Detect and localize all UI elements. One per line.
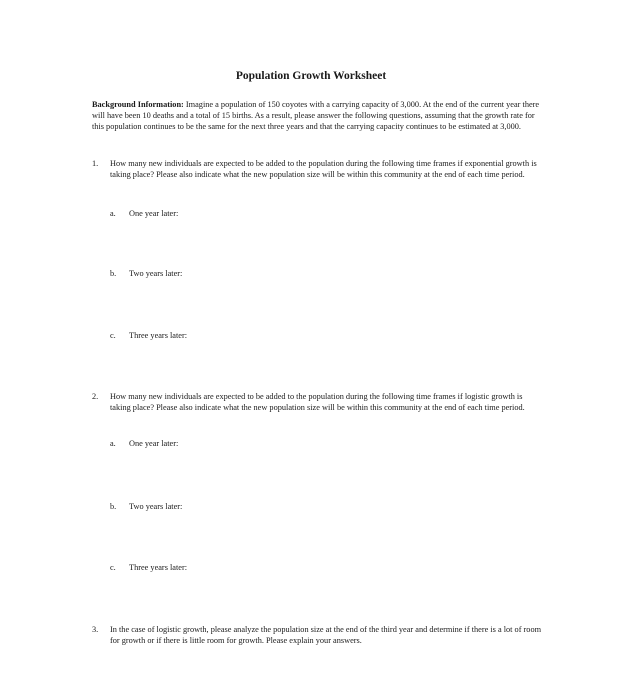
question-text: How many new individuals are expected to be added to the population during the following time frames if exponential growth is taking place? Please also indicate what the new population size will be within this community at the end of each time period. [110,159,537,179]
part-letter: a. [110,439,116,448]
page-title: Population Growth Worksheet [235,70,387,82]
background-text: Imagine a population of 150 coyotes with a carrying capacity of 3,000. At the end of the current year there will have been 10 deaths and a total of 15 births. As a result, please answer the following questions, assuming that the growth rate for this population continues to be the same for the next three years and that the carrying capacity continues to be estimated at 3,000. [92,100,540,131]
question-text: In the case of logistic growth, please analyze the population size at the end of the third year and determine if there is a lot of room for growth or if there is little room for growth. Please explain your answers. [110,625,542,645]
background-information [92,99,544,132]
part-label: Two years later: [129,502,183,511]
part-label: Three years later: [129,563,188,572]
part-label: Two years later: [129,269,183,278]
background-label: Background Information: [92,100,184,109]
question-text: How many new individuals are expected to be added to the population during the following time frames if logistic growth is taking place? Please also indicate what the new population size will be within this community at the end of each time period. [110,392,525,412]
question-number: 2. [92,392,99,401]
question-number: 3. [92,625,99,634]
part-letter: c. [110,563,116,572]
part-label: One year later: [129,439,179,448]
part-letter: c. [110,331,116,340]
part-label: Three years later: [129,331,188,340]
part-letter: a. [110,209,116,218]
part-label: One year later: [129,209,179,218]
part-letter: b. [110,502,117,511]
question-number: 1. [92,159,99,168]
part-letter: b. [110,269,117,278]
